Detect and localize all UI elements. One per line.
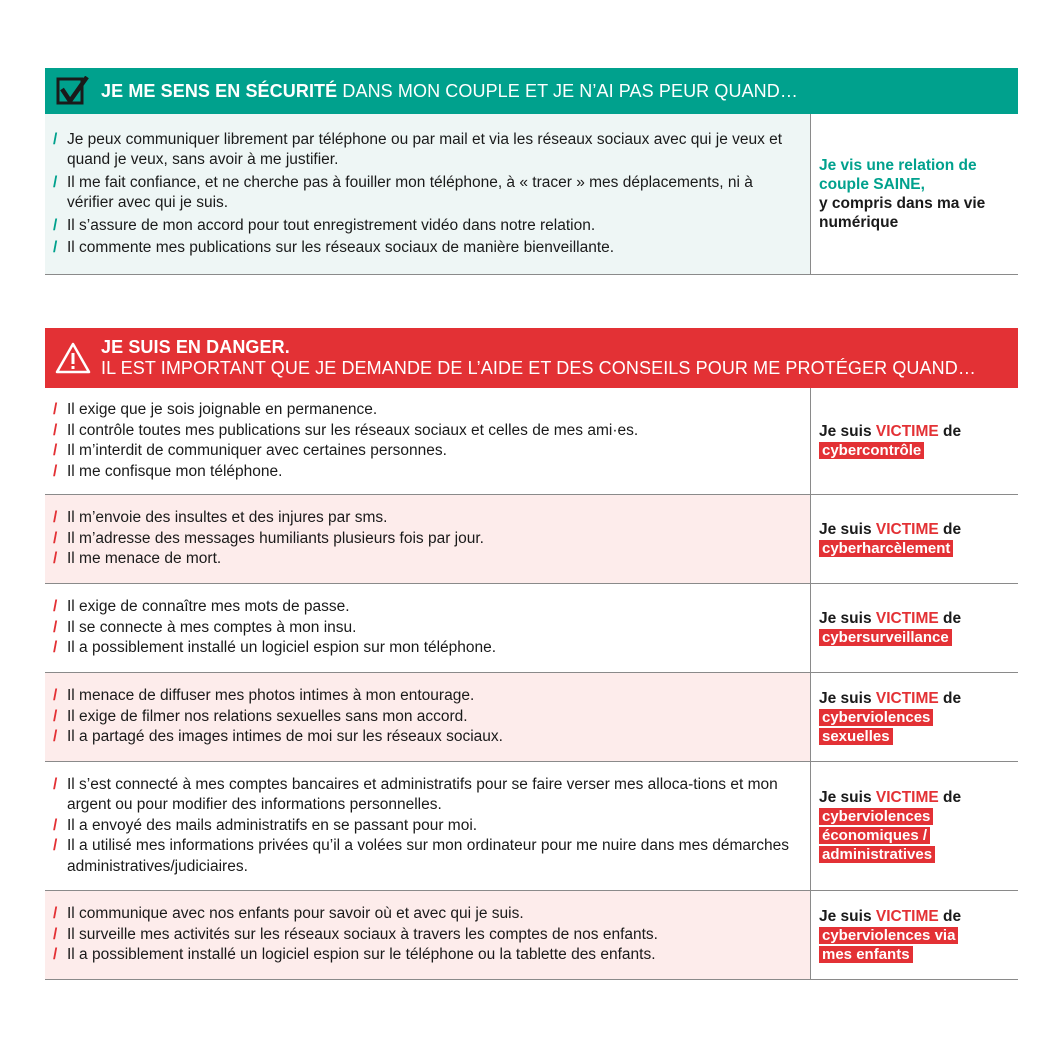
- safe-verdict: [811, 114, 1018, 274]
- list-item: / Il me confisque mon téléphone.: [53, 462, 283, 480]
- list-item: / Il a envoyé des mails administratifs en se passant pour moi.: [53, 816, 478, 834]
- list-item: / Il me menace de mort.: [53, 550, 222, 568]
- list-item: / Il exige de connaître mes mots de passe.: [53, 598, 350, 616]
- list-item: / Il m’interdit de communiquer avec certaines personnes.: [53, 442, 447, 459]
- danger-header-line2: IL EST IMPORTANT QUE JE DEMANDE DE L’AIDE ET DES CONSEILS POUR ME PROTÉGER QUAND…: [101, 358, 976, 378]
- list-item: / Il me fait confiance, et ne cherche pas à fouiller mon téléphone, à « tracer » mes déplacements, ni à vérifier avec qui je suis.: [53, 173, 753, 211]
- verdict: Je suis VICTIME de cybercontrôle: [819, 423, 962, 459]
- list-item: / Il menace de diffuser mes photos intimes à mon entourage.: [53, 687, 475, 705]
- safe-section: [45, 68, 1018, 275]
- list-item: / Il commente mes publications sur les réseaux sociaux de manière bienveillante.: [53, 239, 615, 256]
- safe-header: [45, 68, 1018, 114]
- verdict: Je suis VICTIME de cybersurveillance: [819, 610, 962, 646]
- safe-items: [45, 114, 811, 274]
- checkbox-check-icon: [45, 76, 101, 106]
- danger-header: [45, 328, 1018, 388]
- list-item: / Il m’adresse des messages humiliants plusieurs fois par jour.: [53, 529, 484, 547]
- danger-row-cyberviolences-sexuelles: [45, 673, 1018, 762]
- danger-row-cyberharcelement: [45, 495, 1018, 584]
- safe-verdict-teal: Je vis une relation de couple SAINE,: [819, 157, 977, 193]
- danger-header-text: [101, 337, 976, 379]
- violence-tag: cyberviolences économiques / administratives: [819, 808, 935, 863]
- verdict: Je suis VICTIME de cyberviolences via mes enfants: [819, 907, 962, 963]
- list-item: / Il a utilisé mes informations privées qu’il a volées sur mon ordinateur pour me nuire dans mes démarches administratives/judiciaires.: [53, 837, 789, 875]
- list-item: / Il a possiblement installé un logiciel espion sur mon téléphone.: [53, 639, 497, 657]
- danger-row-cyberviolences-economiques: [45, 762, 1018, 891]
- danger-row-cybercontrole: [45, 388, 1018, 495]
- warning-triangle-icon: [45, 342, 101, 374]
- list-item: / Je peux communiquer librement par téléphone ou par mail et via les réseaux sociaux avec qui je veux et quand je veux, sans avoir à me justifier.: [53, 130, 783, 168]
- verdict: Je suis VICTIME de cyberviolences économiques / administratives: [819, 789, 962, 863]
- list-item: / Il s’assure de mon accord pour tout enregistrement vidéo dans notre relation.: [53, 216, 596, 234]
- danger-header-line1: JE SUIS EN DANGER.: [101, 337, 290, 357]
- violence-tag: cyberviolences via mes enfants: [819, 927, 958, 963]
- verdict: Je suis VICTIME de cyberviolences sexuelles: [819, 689, 962, 745]
- list-item: / Il contrôle toutes mes publications sur les réseaux sociaux et celles de mes ami·es.: [53, 421, 639, 439]
- list-item: / Il se connecte à mes comptes à mon insu.: [53, 618, 357, 636]
- list-item: / Il exige que je sois joignable en permanence.: [53, 401, 378, 418]
- verdict: Je suis VICTIME de cyberharcèlement: [819, 521, 962, 557]
- list-item: / Il exige de filmer nos relations sexuelles sans mon accord.: [53, 707, 468, 725]
- violence-tag: cyberviolences sexuelles: [819, 709, 933, 745]
- list-item: / Il m’envoie des insultes et des injures par sms.: [53, 509, 388, 527]
- safe-verdict-rest: y compris dans ma vie numérique: [819, 195, 986, 231]
- safe-row: [45, 114, 1018, 275]
- danger-row-cybersurveillance: [45, 584, 1018, 673]
- list-item: / Il communique avec nos enfants pour savoir où et avec qui je suis.: [53, 905, 524, 923]
- safe-header-text: JE ME SENS EN SÉCURITÉ DANS MON COUPLE ET JE N’AI PAS PEUR QUAND…: [101, 80, 798, 101]
- danger-section: [45, 328, 1018, 980]
- list-item: / Il surveille mes activités sur les réseaux sociaux à travers les comptes de nos enfants.: [53, 925, 658, 943]
- list-item: / Il a possiblement installé un logiciel espion sur le téléphone ou la tablette des enfants.: [53, 946, 656, 964]
- violence-tag: cybersurveillance: [819, 629, 952, 646]
- list-item: / Il s’est connecté à mes comptes bancaires et administratifs pour se faire verser mes alloca-tions et mon argent ou pour modifier des informations personnelles.: [53, 775, 778, 814]
- list-item: / Il a partagé des images intimes de moi sur les réseaux sociaux.: [53, 728, 503, 746]
- violence-tag: cybercontrôle: [819, 442, 924, 459]
- violence-tag: cyberharcèlement: [819, 540, 953, 557]
- danger-row-cyberviolences-enfants: [45, 891, 1018, 980]
